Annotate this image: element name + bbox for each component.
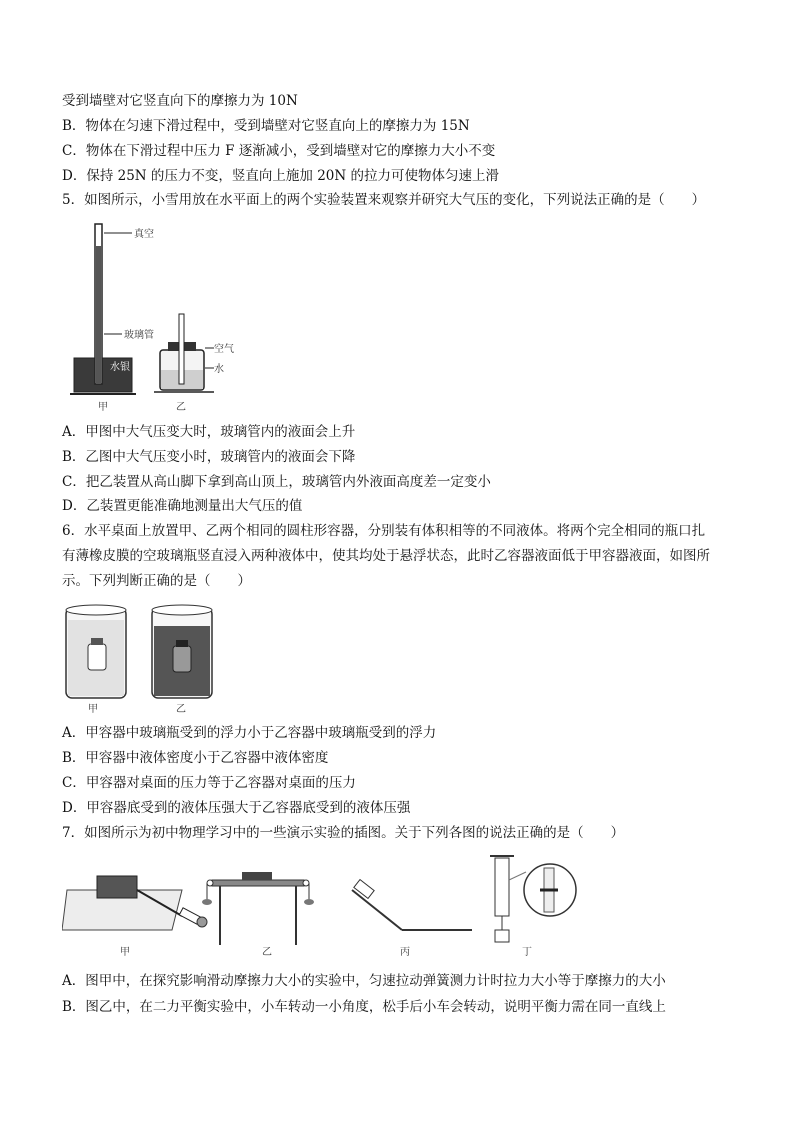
- label-mercury: 水银: [110, 362, 130, 373]
- q5-stem: 5．如图所示，小雪用放在水平面上的两个实验装置来观察并研究大气压的变化，下列说法正确的是（ ）: [62, 192, 706, 208]
- q7-option-b: B．图乙中，在二力平衡实验中，小车转动一小角度，松手后小车会转动，说明平衡力需在同一直线上: [62, 999, 666, 1015]
- figure-bing-incline: [352, 880, 472, 958]
- label-jia-q7: 甲: [120, 947, 130, 958]
- q4-option-a-continuation: 受到墙壁对它竖直向下的摩擦力为 10N: [62, 93, 298, 109]
- bottle-jia-neck: [91, 638, 103, 645]
- q6-stem-line1: 6．水平桌面上放置甲、乙两个相同的圆柱形容器，分别装有体积相等的不同液体。将两个完全相同的瓶口扎: [62, 523, 706, 539]
- label-jia-q5: 甲: [98, 402, 108, 413]
- q6-option-d: D．甲容器底受到的液体压强大于乙容器底受到的液体压强: [62, 800, 411, 816]
- figure-ding-spring-scale: [490, 856, 576, 958]
- q4-option-d: D．保持 25N 的压力不变，竖直向上施加 20N 的拉力可使物体匀速上滑: [62, 168, 499, 184]
- q7-figure-experiments: [62, 850, 582, 965]
- label-vacuum: 真空: [134, 229, 154, 240]
- label-air: 空气: [214, 344, 234, 355]
- bottle-yi-q6: [173, 646, 191, 672]
- container-jia-rim: [66, 605, 126, 615]
- q5-option-d: D．乙装置更能准确地测量出大气压的值: [62, 498, 303, 514]
- q6-option-a: A．甲容器中玻璃瓶受到的浮力小于乙容器中玻璃瓶受到的浮力: [62, 725, 437, 741]
- q6-option-c: C．甲容器对桌面的压力等于乙容器对桌面的压力: [62, 775, 356, 791]
- q6-option-b: B．甲容器中液体密度小于乙容器中液体密度: [62, 750, 329, 766]
- label-ding-q7: 丁: [522, 947, 532, 958]
- container-yi-rim: [152, 605, 212, 615]
- glass-tube-yi: [179, 314, 184, 384]
- label-water: 水: [214, 364, 224, 375]
- q5-figure-barometers: [64, 218, 244, 418]
- figure-yi-balance: [202, 872, 314, 958]
- label-yi-q5: 乙: [176, 402, 186, 413]
- q5-option-c: C．把乙装置从高山脚下拿到高山顶上，玻璃管内外液面高度差一定变小: [62, 474, 491, 490]
- label-bing-q7: 丙: [400, 947, 410, 958]
- label-glass-tube: 玻璃管: [124, 330, 154, 341]
- q6-figure-containers: [60, 600, 230, 715]
- label-yi-q6: 乙: [176, 704, 186, 715]
- mercury-column: [96, 246, 101, 384]
- q4-option-b: B．物体在匀速下滑过程中，受到墙壁对它竖直向上的摩擦力为 15N: [62, 118, 470, 134]
- figure-jia-friction: [62, 876, 207, 958]
- bottle-jia: [88, 644, 106, 670]
- q4-option-c: C．物体在下滑过程中压力 F 逐渐减小，受到墙壁对它的摩擦力大小不变: [62, 143, 496, 159]
- q6-stem-line3: 示。下列判断正确的是（ ）: [62, 573, 251, 589]
- q7-option-a: A．图甲中，在探究影响滑动摩擦力大小的实验中，匀速拉动弹簧测力计时拉力大小等于摩擦力的大小: [62, 973, 666, 989]
- q5-option-b: B．乙图中大气压变小时，玻璃管内的液面会下降: [62, 449, 356, 465]
- q7-stem: 7．如图所示为初中物理学习中的一些演示实验的插图。关于下列各图的说法正确的是（ ）: [62, 825, 625, 841]
- label-yi-q7: 乙: [262, 947, 272, 958]
- q6-stem-line2: 有薄橡皮膜的空玻璃瓶竖直浸入两种液体中，使其均处于悬浮状态，此时乙容器液面低于甲容器液面，如图所: [62, 548, 710, 564]
- label-jia-q6: 甲: [88, 704, 98, 715]
- bottle-yi-neck: [176, 640, 188, 647]
- q5-option-a: A．甲图中大气压变大时，玻璃管内的液面会上升: [62, 424, 356, 440]
